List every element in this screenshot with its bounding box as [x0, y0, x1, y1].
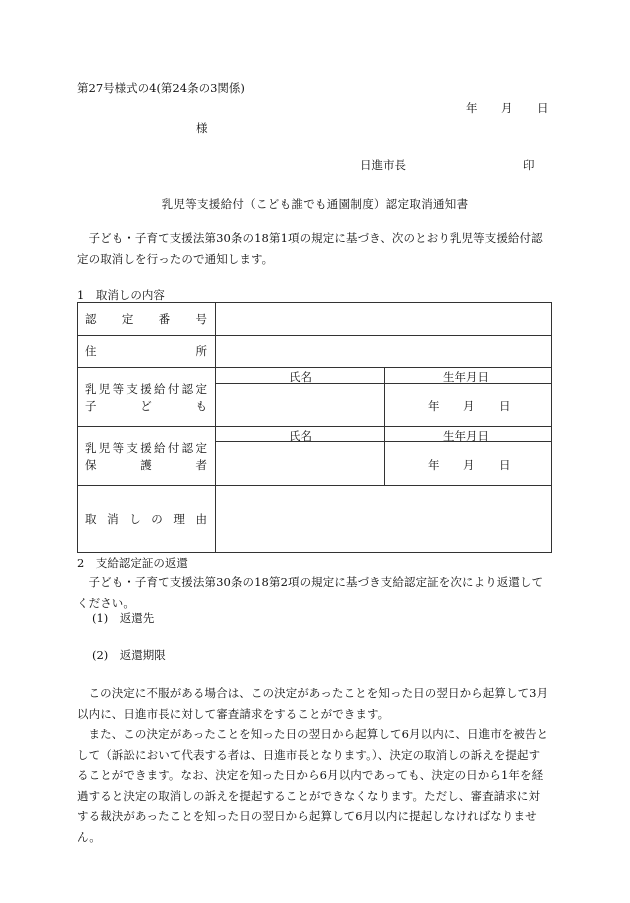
guardian-birth-month: 月: [463, 458, 475, 472]
guardian-name-header: 氏名: [289, 429, 312, 443]
form-number: 第27号様式の4(第24条の3関係): [77, 81, 245, 95]
intro-paragraph: 子ども・子育て支援法第30条の18第1項の規定に基づき、次のとおり乳児等支援給付認定の取消しを行ったので通知します。: [77, 231, 543, 266]
guardian-birthdate-header: 生年月日: [443, 429, 489, 443]
child-birth-day: 日: [499, 399, 511, 413]
label-guardian-line1: 乳児等支援給付認定: [85, 441, 207, 455]
label-child-line1: 乳児等支援給付認定: [85, 382, 207, 396]
issuer-seal: 印: [523, 158, 535, 172]
label-child-line2: 子ども: [85, 399, 207, 413]
label-guardian-line2: 保護者: [85, 458, 207, 472]
label-reason: 取消しの理由: [85, 512, 207, 526]
section1-heading: 1 取消しの内容: [77, 288, 165, 302]
guardian-birth-day: 日: [499, 458, 511, 472]
appeal-notice-paragraph: この決定に不服がある場合は、この決定があったことを知った日の翌日から起算して3月以内に、日進市長に対して審査請求をすることができます。: [77, 686, 549, 721]
child-name-header: 氏名: [289, 370, 312, 384]
lawsuit-notice-paragraph: また、この決定があったことを知った日の翌日から起算して6月以内に、日進市を被告として（訴訟において代表する者は、日進市長となります。）、決定の取消しの訴えを提起することができます。なお、決定を知った日から6月以内であっても、決定の日から1年を経過すると決定の取消しの訴えを提起することができなくなります。ただし、審査請求に対する裁決があったことを知った日の翌日から起算して6月以内に提起しなければなりません。: [77, 727, 549, 844]
section2-body: 子ども・子育て支援法第30条の18第2項の規定に基づき支給認定証を次により返還してください。: [77, 575, 544, 610]
child-birthdate-header: 生年月日: [443, 370, 489, 384]
date-day-label: 日: [537, 101, 549, 115]
section2-item-return-destination: (1) 返還先: [92, 611, 155, 625]
date-year-label: 年: [466, 101, 478, 115]
document-title: 乳児等支援給付（こども誰でも通園制度）認定取消通知書: [161, 197, 469, 211]
addressee-suffix: 様: [196, 121, 208, 135]
section2-heading: 2 支給認定証の返還: [77, 556, 188, 570]
date-month-label: 月: [501, 101, 513, 115]
section2-item-return-deadline: (2) 返還期限: [92, 648, 166, 662]
child-birth-year: 年: [428, 399, 440, 413]
issuer-title: 日進市長: [360, 158, 406, 172]
child-birth-month: 月: [463, 399, 475, 413]
guardian-birth-year: 年: [428, 458, 440, 472]
label-cert-number: 認定番号: [85, 312, 207, 326]
label-address: 住所: [85, 344, 207, 358]
